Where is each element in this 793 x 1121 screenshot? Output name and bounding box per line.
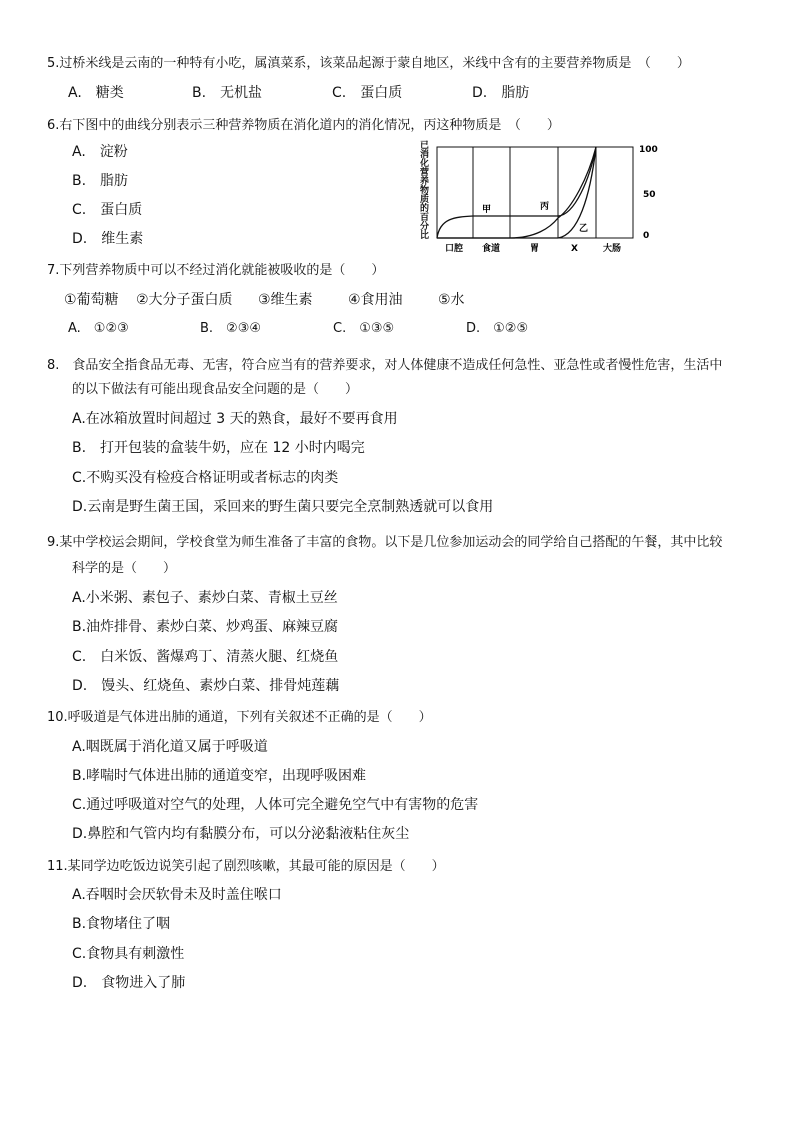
- q7-option-c[interactable]: C. ①③⑤: [333, 321, 395, 336]
- q8-option-c[interactable]: C.不购买没有检疫合格证明或者标志的肉类: [72, 470, 339, 486]
- curve-label-bing: 丙: [540, 202, 550, 212]
- curve-jia: [437, 147, 596, 238]
- curve-yi: [437, 147, 596, 238]
- y-axis-label-char: 营: [420, 168, 430, 178]
- region-large-intestine: 大肠: [603, 244, 622, 254]
- q8-option-b[interactable]: B. 打开包装的盒装牛奶，应在 12 小时内喝完: [72, 440, 365, 456]
- q9-option-c[interactable]: C. 白米饭、酱爆鸡丁、清蒸火腿、红烧鱼: [72, 649, 339, 665]
- q9-option-d[interactable]: D. 馒头、红烧鱼、素炒白菜、排骨炖莲藕: [72, 678, 340, 694]
- question-7-stem: 7.下列营养物质中可以不经过消化就能被吸收的是（ ）: [47, 263, 385, 278]
- region-esophagus: 食道: [482, 244, 501, 254]
- ytick-50: 50: [643, 190, 656, 200]
- q7-item-4: ④食用油: [348, 292, 403, 308]
- region-x: X: [571, 244, 578, 254]
- q7-option-a[interactable]: A. ①②③: [68, 321, 129, 336]
- q9-option-a[interactable]: A.小米粥、素包子、素炒白菜、青椒土豆丝: [72, 590, 338, 606]
- ytick-0: 0: [643, 231, 650, 241]
- q7-option-d[interactable]: D. ①②⑤: [466, 321, 529, 336]
- question-6-stem: 6.右下图中的曲线分别表示三种营养物质在消化道内的消化情况，丙这种物质是 （ ）: [47, 118, 560, 133]
- y-axis-label-char: 物: [420, 186, 430, 196]
- q10-option-a[interactable]: A.咽既属于消化道又属于呼吸道: [72, 739, 268, 755]
- q8-option-d[interactable]: D.云南是野生菌王国，采回来的野生菌只要完全烹制熟透就可以食用: [72, 499, 494, 515]
- question-5-stem: 5.过桥米线是云南的一种特有小吃，属滇菜系，该菜品起源于蒙自地区，米线中含有的主要营养物质是 （ ）: [47, 56, 690, 71]
- q7-option-b[interactable]: B. ②③④: [200, 321, 262, 336]
- q5-option-a[interactable]: A. 糖类: [68, 85, 124, 101]
- plot-frame: [437, 147, 633, 238]
- y-axis-label-char: 分: [420, 222, 430, 232]
- q11-option-c[interactable]: C.食物具有刺激性: [72, 946, 185, 962]
- digestion-curve-figure: [410, 138, 670, 258]
- q7-item-5: ⑤水: [438, 292, 465, 308]
- q10-option-b[interactable]: B.哮喘时气体进出肺的通道变窄，出现呼吸困难: [72, 768, 367, 784]
- curve-bing: [437, 147, 596, 238]
- region-stomach: 胃: [530, 244, 540, 254]
- q6-option-d[interactable]: D. 维生素: [72, 231, 144, 247]
- question-8-stem-line1: 8. 食品安全指食品无毒、无害，符合应当有的营养要求，对人体健康不造成任何急性、亚急性或者慢性危害，生活中: [47, 358, 723, 373]
- y-axis-label-char: 比: [420, 231, 430, 241]
- q7-item-2: ②大分子蛋白质: [136, 292, 233, 308]
- y-axis-label-char: 质: [420, 195, 430, 205]
- q11-option-a[interactable]: A.吞咽时会厌软骨未及时盖住喉口: [72, 887, 282, 903]
- q5-option-d[interactable]: D. 脂肪: [472, 85, 530, 101]
- question-10-stem: 10.呼吸道是气体进出肺的通道，下列有关叙述不正确的是（ ）: [47, 710, 432, 725]
- q10-option-d[interactable]: D.鼻腔和气管内均有黏膜分布，可以分泌黏液粘住灰尘: [72, 826, 410, 842]
- q9-option-b[interactable]: B.油炸排骨、素炒白菜、炒鸡蛋、麻辣豆腐: [72, 619, 339, 635]
- q10-option-c[interactable]: C.通过呼吸道对空气的处理，人体可完全避免空气中有害物的危害: [72, 797, 479, 813]
- y-axis-label-char: 的: [420, 204, 430, 214]
- y-axis-label-char: 消: [420, 150, 430, 160]
- y-axis-label-char: 化: [420, 159, 430, 169]
- y-axis-label-char: 百: [420, 213, 430, 223]
- y-axis-label-char: 已: [420, 141, 430, 151]
- y-axis-label: [419, 140, 429, 241]
- q7-item-3: ③维生素: [258, 292, 313, 308]
- question-9-stem-line2: 科学的是（ ）: [72, 561, 177, 576]
- q11-option-b[interactable]: B.食物堵住了咽: [72, 916, 171, 932]
- question-8-stem-line2: 的以下做法有可能出现食品安全问题的是（ ）: [72, 382, 359, 397]
- region-oral: 口腔: [445, 244, 464, 254]
- q11-option-d[interactable]: D. 食物进入了肺: [72, 975, 186, 991]
- q7-item-1: ①葡萄糖: [64, 292, 119, 308]
- curve-label-jia: 甲: [482, 205, 492, 215]
- q5-option-b[interactable]: B. 无机盐: [192, 85, 263, 101]
- question-9-stem-line1: 9.某中学校运会期间，学校食堂为师生准备了丰富的食物。以下是几位参加运动会的同学给自己搭配的午餐，其中比较: [47, 535, 723, 550]
- q5-option-c[interactable]: C. 蛋白质: [332, 85, 403, 101]
- ytick-100: 100: [639, 145, 658, 155]
- curve-label-yi: 乙: [579, 224, 589, 234]
- q8-option-a[interactable]: A.在冰箱放置时间超过 3 天的熟食，最好不要再食用: [72, 411, 398, 427]
- question-11-stem: 11.某同学边吃饭边说笑引起了剧烈咳嗽，其最可能的原因是（ ）: [47, 859, 445, 874]
- q6-option-b[interactable]: B. 脂肪: [72, 173, 129, 189]
- y-axis-label-char: 养: [420, 177, 430, 187]
- q6-option-a[interactable]: A. 淀粉: [72, 144, 128, 160]
- q6-option-c[interactable]: C. 蛋白质: [72, 202, 143, 218]
